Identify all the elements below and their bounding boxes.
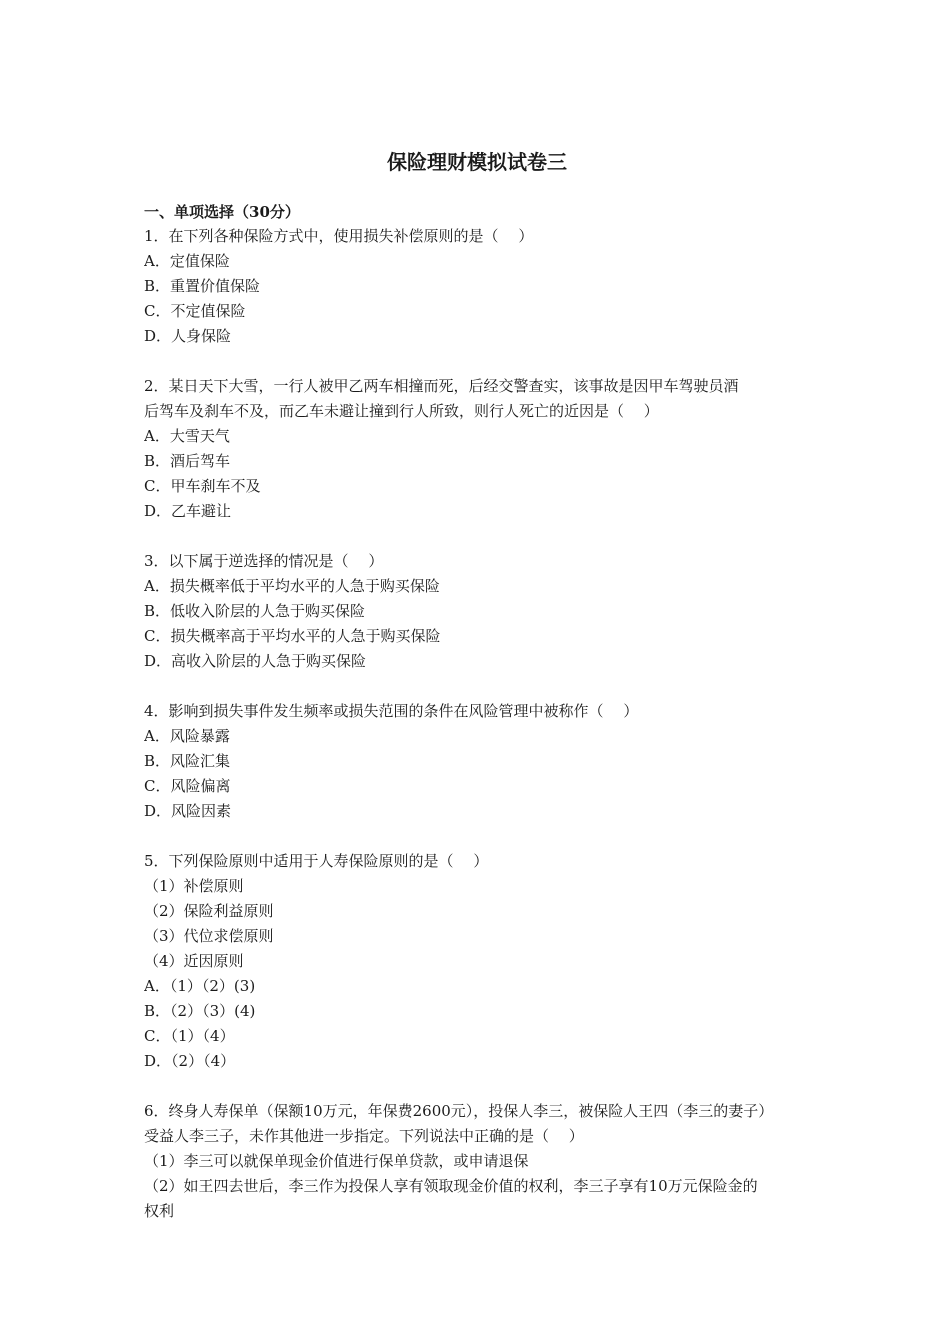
question-text: 受益人李三子，未作其他进一步指定。下列说法中正确的是（ ） [144,1127,584,1145]
question-1 [144,224,810,349]
option-a: A．损失概率低于平均水平的人急于购买保险 [144,577,440,595]
option-b: B．（2）（3）(4) [144,1002,256,1020]
option-c: C．损失概率高于平均水平的人急于购买保险 [144,627,441,645]
statement-4: （4）近因原则 [144,952,244,970]
option-b: B．低收入阶层的人急于购买保险 [144,602,366,620]
question-text: 后驾车及刹车不及，而乙车未避让撞到行人所致，则行人死亡的近因是（ ） [144,402,659,420]
question-text: 3．以下属于逆选择的情况是（ ） [144,552,384,570]
option-c: C．甲车刹车不及 [144,477,261,495]
option-d: D．风险因素 [144,802,232,820]
statement-1: （1）补偿原则 [144,877,244,895]
option-b: B．酒后驾车 [144,452,231,470]
option-d: D．高收入阶层的人急于购买保险 [144,652,367,670]
option-d: D．（2）（4） [144,1052,236,1070]
option-d: D．人身保险 [144,327,232,345]
question-3 [144,549,810,674]
statement-2: （2）如王四去世后，李三作为投保人享有领取现金价值的权利，李三子享有10万元保险金的 [144,1177,758,1195]
question-text: 5．下列保险原则中适用于人寿保险原则的是（ ） [144,852,489,870]
option-a: A．风险暴露 [144,727,230,745]
question-4 [144,699,810,824]
option-a: A．大雪天气 [144,427,230,445]
question-5 [144,849,810,1074]
question-text: 2．某日天下大雪，一行人被甲乙两车相撞而死，后经交警查实，该事故是因甲车驾驶员酒 [144,377,739,395]
question-list [144,224,810,1249]
option-c: C．不定值保险 [144,302,246,320]
question-text: 4．影响到损失事件发生频率或损失范围的条件在风险管理中被称作（ ） [144,702,639,720]
statement-3: （3）代位求偿原则 [144,927,274,945]
option-c: C．（1）（4） [144,1027,235,1045]
question-text: 6．终身人寿保单（保额10万元，年保费2600元），投保人李三，被保险人王四（李三的妻子） [144,1102,774,1120]
statement-2-continued: 权利 [144,1202,175,1220]
statement-1: （1）李三可以就保单现金价值进行保单贷款，或申请退保 [144,1152,529,1170]
statement-2: （2）保险利益原则 [144,902,274,920]
question-text: 1．在下列各种保险方式中，使用损失补偿原则的是（ ） [144,227,534,245]
option-d: D．乙车避让 [144,502,232,520]
question-6 [144,1099,810,1224]
section-heading: 一、单项选择（30分） [144,203,300,221]
option-a: A．（1）（2）(3) [144,977,256,995]
option-a: A．定值保险 [144,252,230,270]
option-b: B．风险汇集 [144,752,231,770]
question-2 [144,374,810,524]
document-title: 保险理财模拟试卷三 [387,150,567,174]
option-b: B．重置价值保险 [144,277,261,295]
option-c: C．风险偏离 [144,777,231,795]
